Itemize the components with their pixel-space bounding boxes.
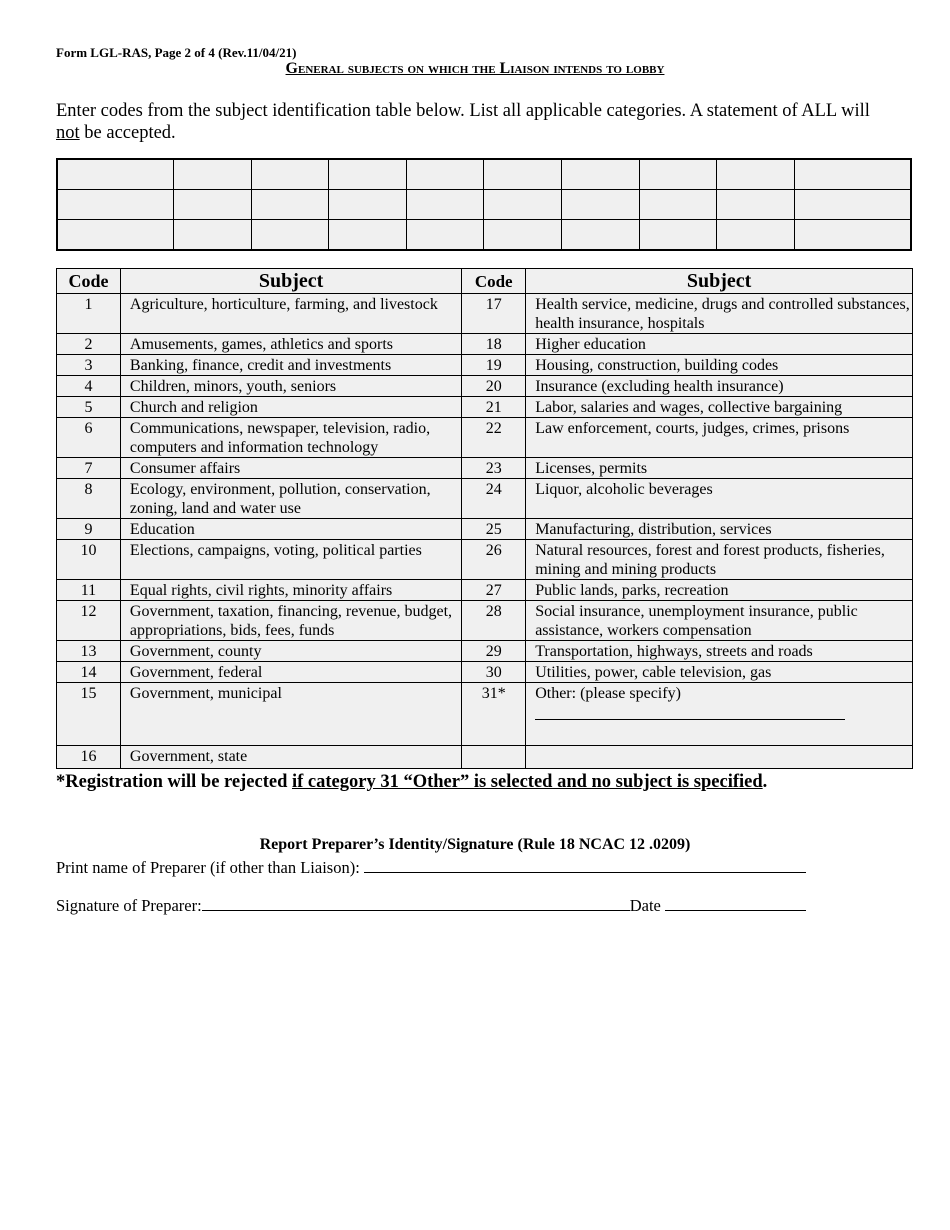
right-code	[462, 601, 526, 641]
left-subject-text: Government, taxation, financing, revenue, budget, appropriations, bids, fees, funds	[129, 603, 453, 639]
instructions	[56, 100, 896, 144]
right-subject-text: Insurance (excluding health insurance)	[535, 378, 784, 395]
left-subject-text: Communications, newspaper, television, radio, computers and information technology	[129, 420, 431, 456]
left-subject	[120, 294, 461, 334]
left-subject-text: Government, state	[129, 748, 248, 765]
right-subject-text: Labor, salaries and wages, collective bargaining	[535, 399, 843, 416]
left-code-text: 8	[84, 481, 93, 498]
right-subject	[526, 683, 913, 746]
left-code-text: 4	[84, 378, 93, 395]
code-header-right: Code	[462, 269, 526, 294]
left-subject-text: Children, minors, youth, seniors	[129, 378, 337, 395]
subject-code-entry-cell[interactable]	[562, 190, 640, 220]
right-code-text: 28	[485, 603, 502, 620]
left-code-text: 11	[80, 582, 97, 599]
right-code	[462, 662, 526, 683]
left-code	[57, 601, 121, 641]
left-subject-text: Equal rights, civil rights, minority affairs	[129, 582, 393, 599]
right-code	[462, 746, 526, 769]
right-code	[462, 519, 526, 540]
left-code	[57, 540, 121, 580]
instructions-not: not	[56, 123, 80, 143]
right-subject	[526, 641, 913, 662]
subject-code-entry-cell[interactable]	[717, 159, 795, 190]
left-subject	[120, 540, 461, 580]
left-code	[57, 641, 121, 662]
left-code-text: 15	[80, 685, 97, 702]
right-code-text: 27	[485, 582, 502, 599]
right-subject-text: Liquor, alcoholic beverages	[535, 481, 713, 498]
subject-code-entry-cell[interactable]	[484, 159, 562, 190]
left-code-text: 5	[84, 399, 93, 416]
entry-grid-row	[57, 190, 911, 220]
preparer-signature-label: Signature of Preparer:	[56, 896, 202, 915]
left-code	[57, 662, 121, 683]
left-subject	[120, 334, 461, 355]
right-code	[462, 683, 526, 746]
subject-identification-table	[56, 268, 913, 769]
right-subject-text: Health service, medicine, drugs and controlled substances, health insurance, hospitals	[535, 296, 910, 332]
rejection-note-condition: if category 31 “Other” is selected and no subject is specified	[291, 772, 763, 792]
left-subject	[120, 683, 461, 746]
right-subject-text: Other: (please specify)	[535, 685, 681, 702]
left-code	[57, 334, 121, 355]
left-code-text: 12	[80, 603, 97, 620]
subject-code-entry-cell[interactable]	[484, 190, 562, 220]
subject-code-entry-cell[interactable]	[173, 190, 251, 220]
subject-row	[57, 376, 913, 397]
left-code-text: 2	[84, 336, 93, 353]
subject-code-entry-cell[interactable]	[251, 190, 329, 220]
left-subject	[120, 580, 461, 601]
left-code	[57, 376, 121, 397]
right-code-text: 25	[485, 521, 502, 538]
right-code-text: 19	[485, 357, 502, 374]
left-subject-text: Amusements, games, athletics and sports	[129, 336, 393, 353]
right-code-text: 24	[485, 481, 502, 498]
left-code-text: 6	[84, 420, 93, 437]
right-subject-text: Licenses, permits	[535, 460, 648, 477]
right-code	[462, 294, 526, 334]
subject-row	[57, 519, 913, 540]
right-subject	[526, 479, 913, 519]
subject-code-entry-cell[interactable]	[639, 220, 717, 251]
right-code	[462, 376, 526, 397]
left-subject	[120, 746, 461, 769]
right-code	[462, 641, 526, 662]
subject-code-entry-cell[interactable]	[173, 220, 251, 251]
subject-code-entry-cell[interactable]	[639, 159, 717, 190]
subject-code-entry-cell[interactable]	[794, 159, 911, 190]
subject-table-header	[57, 269, 913, 294]
left-code	[57, 580, 121, 601]
right-code-text: 21	[485, 399, 502, 416]
subject-code-entry-cell[interactable]	[562, 159, 640, 190]
subject-code-entry-cell[interactable]	[173, 159, 251, 190]
other-specify-field[interactable]	[535, 703, 845, 720]
instructions-text-end: be accepted.	[79, 123, 176, 143]
right-subject	[526, 458, 913, 479]
right-code-text: 30	[485, 664, 502, 681]
left-code-text: 9	[84, 521, 93, 538]
subject-code-entry-cell[interactable]	[717, 220, 795, 251]
right-code-text: 31*	[481, 685, 506, 702]
right-subject	[526, 601, 913, 641]
subject-row	[57, 540, 913, 580]
left-subject-text: Church and religion	[129, 399, 258, 416]
right-subject-text: Transportation, highways, streets and roads	[535, 643, 813, 660]
right-subject-text: Public lands, parks, recreation	[535, 582, 729, 599]
subject-row	[57, 580, 913, 601]
left-subject	[120, 418, 461, 458]
right-code	[462, 580, 526, 601]
subject-code-entry-cell[interactable]	[329, 220, 407, 251]
right-subject-text: Manufacturing, distribution, services	[535, 521, 772, 538]
right-code	[462, 479, 526, 519]
right-code-text: 17	[485, 296, 502, 313]
subject-code-entry-grid	[56, 158, 912, 251]
subject-row	[57, 397, 913, 418]
subject-code-entry-cell[interactable]	[329, 190, 407, 220]
left-subject-text: Consumer affairs	[129, 460, 241, 477]
left-subject-text: Government, county	[129, 643, 262, 660]
subject-code-entry-cell[interactable]	[57, 190, 173, 220]
left-code	[57, 397, 121, 418]
subject-code-entry-cell[interactable]	[562, 220, 640, 251]
left-subject-text: Banking, finance, credit and investments	[129, 357, 392, 374]
right-subject	[526, 662, 913, 683]
subject-code-entry-cell[interactable]	[251, 159, 329, 190]
left-subject	[120, 479, 461, 519]
left-code	[57, 294, 121, 334]
subject-header-left: Subject	[120, 269, 461, 294]
left-code-text: 14	[80, 664, 97, 681]
subject-code-entry-cell[interactable]	[406, 159, 484, 190]
right-subject	[526, 418, 913, 458]
preparer-signature-row	[56, 893, 806, 916]
subject-code-entry-cell[interactable]	[57, 220, 173, 251]
left-code-text: 10	[80, 542, 97, 559]
preparer-name-label: Print name of Preparer (if other than Liaison):	[56, 858, 364, 877]
left-subject	[120, 397, 461, 418]
subject-code-entry-cell[interactable]	[329, 159, 407, 190]
subject-row	[57, 294, 913, 334]
right-code-text: 18	[485, 336, 502, 353]
preparer-signature-field[interactable]	[202, 893, 630, 911]
subject-code-entry-cell[interactable]	[406, 220, 484, 251]
subject-row	[57, 601, 913, 641]
subject-code-entry-cell[interactable]	[639, 190, 717, 220]
date-label: Date	[629, 896, 665, 915]
right-code	[462, 334, 526, 355]
left-subject-text: Education	[129, 521, 195, 538]
subject-row	[57, 334, 913, 355]
right-subject	[526, 540, 913, 580]
subject-row	[57, 662, 913, 683]
right-code	[462, 418, 526, 458]
subject-row	[57, 641, 913, 662]
right-subject-text: Law enforcement, courts, judges, crimes, prisons	[535, 420, 850, 437]
left-subject-text: Government, federal	[129, 664, 263, 681]
left-code	[57, 683, 121, 746]
entry-grid-row	[57, 159, 911, 190]
left-subject	[120, 355, 461, 376]
subject-row	[57, 746, 913, 769]
left-code	[57, 479, 121, 519]
subject-header-right: Subject	[526, 269, 913, 294]
right-subject	[526, 519, 913, 540]
right-subject	[526, 376, 913, 397]
right-subject	[526, 355, 913, 376]
instructions-text: Enter codes from the subject identification table below. List all applicable categories. A statement of ALL will	[56, 101, 870, 121]
right-subject-text: Social insurance, unemployment insurance, public assistance, workers compensation	[535, 603, 858, 639]
right-subject	[526, 397, 913, 418]
rejection-note	[56, 772, 767, 793]
subject-code-entry-cell[interactable]	[57, 159, 173, 190]
right-code	[462, 540, 526, 580]
left-subject	[120, 601, 461, 641]
preparer-signature-heading: Report Preparer’s Identity/Signature (Rule 18 NCAC 12 .0209)	[259, 836, 691, 853]
right-subject	[526, 294, 913, 334]
right-code	[462, 355, 526, 376]
left-code-text: 1	[84, 296, 93, 313]
right-code-text: 29	[485, 643, 502, 660]
page-title: General subjects on which the Liaison intends to lobby	[285, 60, 665, 77]
left-subject	[120, 662, 461, 683]
left-code	[57, 355, 121, 376]
form-id: Form LGL-RAS, Page 2 of 4 (Rev.11/04/21)	[56, 45, 297, 60]
left-code-text: 13	[80, 643, 97, 660]
right-code	[462, 397, 526, 418]
left-code-text: 16	[80, 748, 97, 765]
left-code	[57, 458, 121, 479]
subject-code-entry-cell[interactable]	[717, 190, 795, 220]
right-subject-text: Utilities, power, cable television, gas	[535, 664, 772, 681]
left-subject-text: Agriculture, horticulture, farming, and livestock	[129, 296, 438, 313]
right-code-text: 23	[485, 460, 502, 477]
rejection-note-suffix: .	[762, 772, 768, 792]
date-field[interactable]	[665, 893, 806, 911]
preparer-name-field[interactable]	[364, 855, 806, 873]
subject-code-entry-cell[interactable]	[484, 220, 562, 251]
right-subject	[526, 334, 913, 355]
right-subject	[526, 580, 913, 601]
entry-grid-row	[57, 220, 911, 251]
subject-code-entry-cell[interactable]	[794, 190, 911, 220]
left-code	[57, 519, 121, 540]
right-code-text: 20	[485, 378, 502, 395]
left-code-text: 3	[84, 357, 93, 374]
right-code	[462, 458, 526, 479]
subject-row	[57, 683, 913, 746]
left-code	[57, 418, 121, 458]
code-header-left: Code	[57, 269, 121, 294]
subject-row	[57, 355, 913, 376]
left-subject-text: Government, municipal	[129, 685, 282, 702]
right-subject-text: Housing, construction, building codes	[535, 357, 779, 374]
left-subject-text: Elections, campaigns, voting, political parties	[129, 542, 422, 559]
right-code-text: 22	[485, 420, 502, 437]
left-subject	[120, 376, 461, 397]
left-code-text: 7	[84, 460, 93, 477]
right-code-text: 26	[485, 542, 502, 559]
subject-code-entry-cell[interactable]	[406, 190, 484, 220]
preparer-name-row	[56, 855, 806, 878]
subject-row	[57, 418, 913, 458]
left-subject	[120, 641, 461, 662]
subject-row	[57, 458, 913, 479]
left-subject	[120, 458, 461, 479]
rejection-note-prefix: *Registration will be rejected	[56, 772, 292, 792]
subject-code-entry-cell[interactable]	[251, 220, 329, 251]
left-subject	[120, 519, 461, 540]
left-code	[57, 746, 121, 769]
right-subject	[526, 746, 913, 769]
subject-row	[57, 479, 913, 519]
right-subject-text: Higher education	[535, 336, 646, 353]
left-subject-text: Ecology, environment, pollution, conservation, zoning, land and water use	[129, 481, 431, 517]
subject-code-entry-cell[interactable]	[794, 220, 911, 251]
right-subject-text: Natural resources, forest and forest products, fisheries, mining and mining products	[535, 542, 885, 578]
